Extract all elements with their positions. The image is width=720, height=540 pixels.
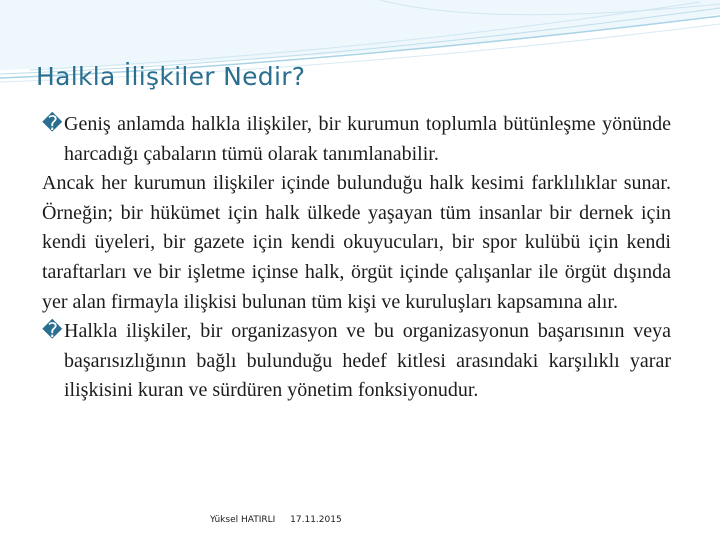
slide-footer: [210, 515, 354, 525]
paragraph-definition: [42, 110, 671, 169]
slide-title: Halkla İlişkiler Nedir?: [36, 62, 306, 91]
paragraph-management-function: [42, 317, 671, 406]
missing-glyph-bullet-icon: �: [42, 320, 63, 343]
footer-author: Yüksel HATIRLI: [210, 515, 276, 525]
footer-date: 17.11.2015: [290, 515, 342, 525]
paragraph-text: Halkla ilişkiler, bir organizasyon ve bu organizasyonun başarısının veya başarısızlığının bağlı bulunduğu hedef kitlesi arasındaki karşılıklı yarar ilişkisini kuran ve sürdüren yönetim fonksiyonudur.: [64, 320, 671, 402]
missing-glyph-bullet-icon: �: [42, 113, 63, 135]
paragraph-public-segments: Ancak her kurumun ilişkiler içinde bulunduğu halk kesimi farklılıklar sunar. Örneğin; bir hükümet için halk ülkede yaşayan tüm insanlar bir dernek için kendi üyeleri, bir gazete için kendi okuyucuları, bir spor kulübü için kendi taraftarları ve bir işletme içinse halk, örgüt içinde çalışanlar ile örgüt dışında yer alan firmayla ilişkisi bulunan tüm kişi ve kuruluşları kapsamına alır.: [42, 172, 671, 313]
paragraph-text: Geniş anlamda halkla ilişkiler, bir kurumun toplumla bütünleşme yönünde harcadığı çabaların tümü olarak tanımlanabilir.: [64, 113, 671, 165]
slide-body: [42, 110, 671, 406]
